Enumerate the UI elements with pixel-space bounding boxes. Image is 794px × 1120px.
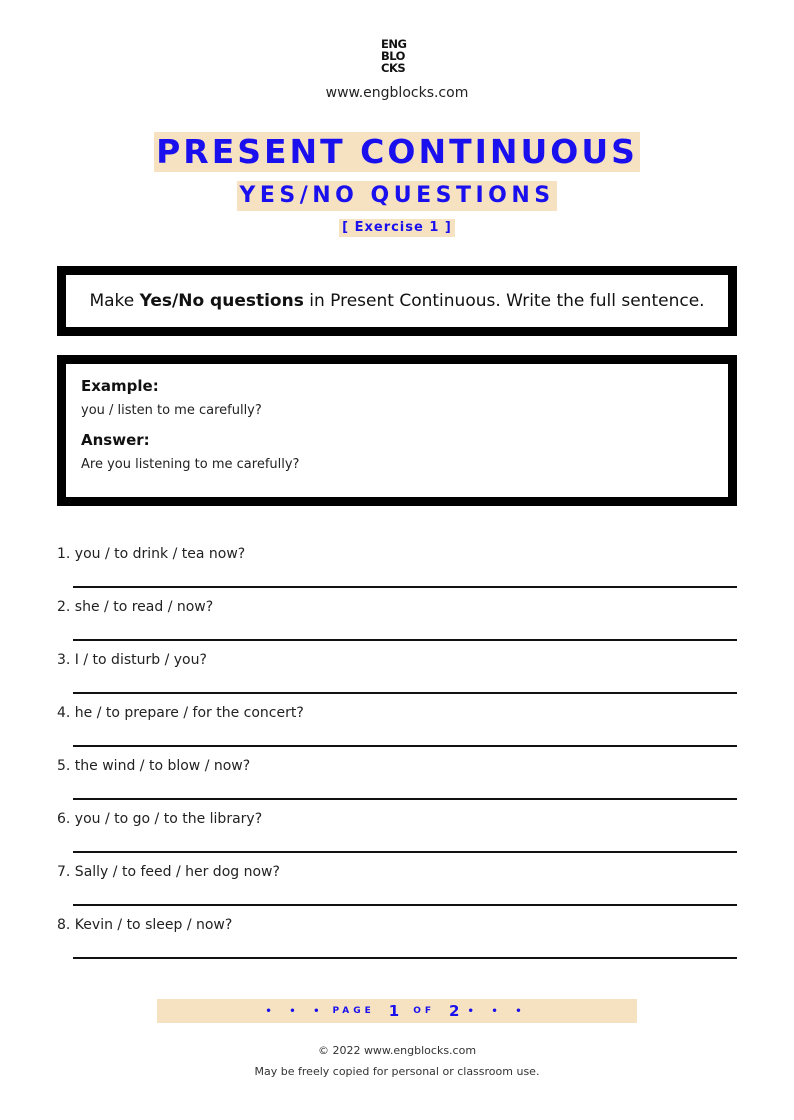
instruction-before: Make	[89, 291, 140, 311]
question-item	[57, 651, 737, 704]
question-text: 5. the wind / to blow / now?	[57, 758, 251, 774]
answer-line[interactable]	[73, 798, 737, 800]
question-text: 3. I / to disturb / you?	[57, 652, 207, 668]
answer-label: Answer:	[81, 431, 150, 449]
site-url: www.engblocks.com	[325, 85, 469, 101]
instruction-text	[89, 291, 704, 311]
question-item	[57, 704, 737, 757]
question-text: 7. Sally / to feed / her dog now?	[57, 864, 280, 880]
pagination-dots-left: • • •	[265, 1005, 327, 1017]
instruction-bold: Yes/No questions	[139, 291, 304, 311]
question-item	[57, 863, 737, 916]
question-text: 8. Kevin / to sleep / now?	[57, 917, 233, 933]
answer-line[interactable]	[73, 586, 737, 588]
logo-line: BLO	[381, 49, 405, 63]
page-subtitle: YES/NO QUESTIONS	[237, 181, 556, 211]
pagination-bar	[157, 999, 637, 1023]
question-text: 4. he / to prepare / for the concert?	[57, 705, 304, 721]
pagination-dots-right: • • •	[467, 1005, 529, 1017]
example-text: you / listen to me carefully?	[81, 403, 262, 418]
question-text: 2. she / to read / now?	[57, 599, 214, 615]
subtitle-wrap	[0, 181, 794, 211]
footer-note: May be freely copied for personal or classroom use.	[254, 1065, 540, 1078]
answer-text: Are you listening to me carefully?	[81, 457, 300, 472]
answer-line[interactable]	[73, 745, 737, 747]
current-page: 1	[388, 1002, 400, 1020]
question-item	[57, 757, 737, 810]
total-pages: 2	[449, 1002, 460, 1020]
logo-line: CKS	[381, 61, 406, 75]
answer-line[interactable]	[73, 904, 737, 906]
example-label: Example:	[81, 377, 159, 395]
exercise-tag: [ Exercise 1 ]	[339, 219, 455, 237]
answer-line[interactable]	[73, 692, 737, 694]
instruction-after: in Present Continuous. Write the full sentence.	[303, 291, 705, 311]
question-list	[57, 545, 737, 969]
example-box	[57, 355, 737, 506]
title-wrap	[0, 132, 794, 172]
instruction-box	[57, 266, 737, 336]
exercise-wrap	[0, 216, 794, 237]
answer-line[interactable]	[73, 957, 737, 959]
question-text: 1. you / to drink / tea now?	[57, 546, 246, 562]
footer-copyright: © 2022 www.engblocks.com	[317, 1044, 477, 1057]
question-item	[57, 545, 737, 598]
question-text: 6. you / to go / to the library?	[57, 811, 263, 827]
question-item	[57, 810, 737, 863]
question-item	[57, 598, 737, 651]
question-item	[57, 916, 737, 969]
logo-line: ENG	[381, 37, 407, 51]
page-title: PRESENT CONTINUOUS	[156, 132, 638, 171]
page-word: PAGE	[332, 1006, 375, 1016]
engblocks-logo	[381, 38, 415, 74]
answer-line[interactable]	[73, 639, 737, 641]
answer-line[interactable]	[73, 851, 737, 853]
of-word: OF	[413, 1006, 436, 1016]
